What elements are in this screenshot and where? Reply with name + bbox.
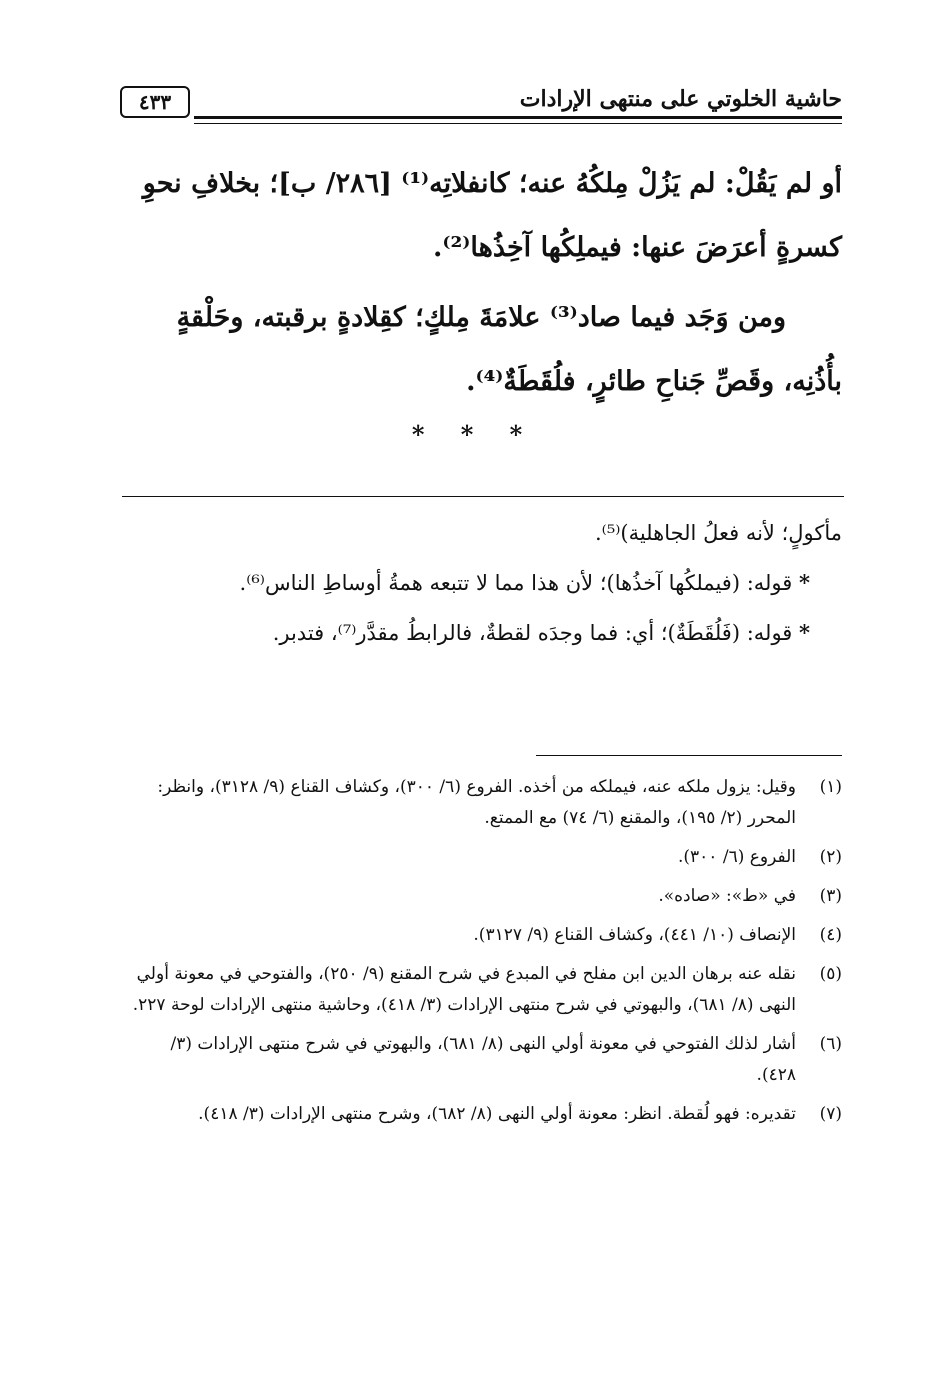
footnote-text: الإنصاف (١٠/ ٤٤١)، وكشاف القناع (٩/ ٣١٢٧). <box>473 925 796 945</box>
footnote-number: (٤) <box>819 925 842 945</box>
footnote-1 <box>128 772 842 834</box>
commentary-item-2 <box>128 558 842 608</box>
commentary-divider <box>122 496 844 497</box>
footnote-7 <box>128 1099 842 1130</box>
footnote-3 <box>128 881 842 912</box>
commentary-text <box>128 508 842 658</box>
footnote-number: (٣) <box>819 886 842 906</box>
main-text <box>128 152 842 420</box>
footnotes <box>128 772 842 1138</box>
footnote-text: في «ط»: «صاده». <box>658 886 796 906</box>
header-title: حاشية الخلوتي على منتهى الإرادات <box>519 86 842 112</box>
footnote-number: (٢) <box>819 847 842 867</box>
running-header <box>120 82 842 122</box>
page-number: ٤٣٣ <box>120 86 190 118</box>
bullet-icon: * <box>799 570 810 595</box>
footnote-text: تقديره: فهو لُقطة. انظر: معونة أولي النهى (٨/ ٦٨٢)، وشرح منتهى الإرادات (٣/ ٤١٨). <box>198 1104 796 1124</box>
footnote-text: نقله عنه برهان الدين ابن مفلح في المبدع في شرح المقنع (٩/ ٢٥٠)، والفتوحي في معونة أولي النهى (٨/ ٦٨١)، والبهوتي في شرح منتهى الإرادات (٣/ ٤١٨)، وحاشية منتهى الإرادات لوحة ٢٢٧. <box>132 964 796 1015</box>
footnote-5 <box>128 959 842 1021</box>
commentary-item-3 <box>128 608 842 658</box>
footnote-6 <box>128 1029 842 1091</box>
main-paragraph-1: أو لم يَقُلْ: لم يَزُلْ مِلكُهُ عنه؛ كانفلاتِه⁽¹⁾ [٢٨٦/ ب]؛ بخلافِ نحوِ كسرةٍ أعرَضَ عنها: فيملِكُها آخِذُها⁽²⁾. <box>142 168 842 263</box>
footnote-number: (٥) <box>819 964 842 984</box>
footnote-text: وقيل: يزول ملكه عنه، فيملكه من أخذه. الفروع (٦/ ٣٠٠)، وكشاف القناع (٩/ ٣١٢٨)، وانظر: المحرر (٢/ ١٩٥)، والمقنع (٦/ ٧٤) مع الممتع. <box>157 777 796 828</box>
header-rule <box>194 116 842 124</box>
section-separator: * * * <box>411 420 537 449</box>
main-paragraph-2: ومن وَجَد فيما صاد⁽³⁾ علامَةَ مِلكٍ؛ كقِلادةٍ برقبته، وحَلْقةٍ بأُذُنِه، وقَصِّ جَناحِ طائرٍ، فلُقَطَةٌ⁽⁴⁾. <box>176 302 842 397</box>
footnote-divider <box>536 755 842 756</box>
commentary-line-1: مأكولٍ؛ لأنه فعلُ الجاهلية)⁽⁵⁾. <box>594 521 842 545</box>
footnote-number: (٦) <box>819 1034 842 1054</box>
footnote-number: (٧) <box>819 1104 842 1124</box>
footnote-text: الفروع (٦/ ٣٠٠). <box>677 847 796 867</box>
footnote-4 <box>128 920 842 951</box>
commentary-item-2-text: قوله: (فيملكُها آخذُها)؛ لأن هذا مما لا تتبعه همةُ أوساطِ الناس⁽⁶⁾. <box>239 571 793 595</box>
footnote-2 <box>128 842 842 873</box>
commentary-item-3-text: قوله: (فَلُقَطَةٌ)؛ أي: فما وجدَه لقطةٌ، فالرابطُ مقدَّر⁽⁷⁾، فتدبر. <box>272 621 793 645</box>
footnote-number: (١) <box>819 777 842 797</box>
bullet-icon: * <box>799 620 810 645</box>
footnote-text: أشار لذلك الفتوحي في معونة أولي النهى (٨/ ٦٨١)، والبهوتي في شرح منتهى الإرادات (٣/ ٤٢٨). <box>170 1034 796 1085</box>
